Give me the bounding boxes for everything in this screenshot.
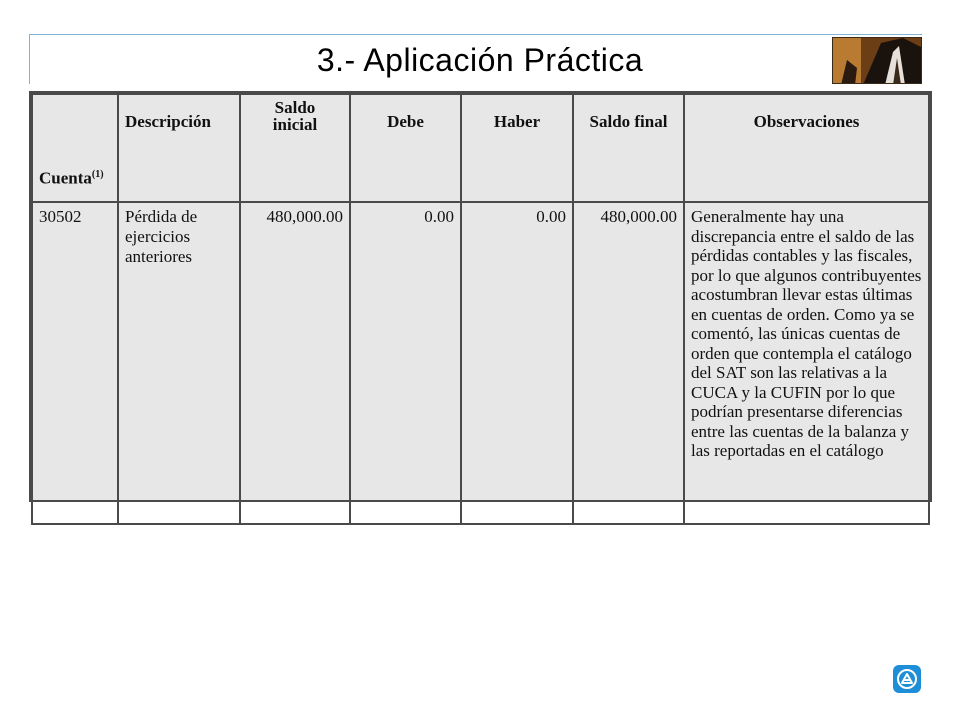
table-header-row [32,94,929,202]
header-debe: Debe [350,94,461,202]
cell-debe: 0.00 [350,202,461,524]
table-row [32,202,929,524]
cell-cuenta: 30502 [32,202,118,524]
header-observaciones: Observaciones [684,94,929,202]
header-haber: Haber [461,94,573,202]
header-saldo-final: Saldo final [573,94,684,202]
cell-observaciones: Generalmente hay una discrepancia entre el saldo de las pérdidas contables y las fiscales, por lo que algunos contribuyentes acostumbran llevar estas últimas en cuentas de orden. Como ya se comentó, las únicas cuentas de orden que contempla el catálogo del SAT son las relativas a la CUCA y la CUFIN por lo que podrían presentarse diferencias entre las cuentas de la balanza y las reportadas en el catálogo [684,202,929,524]
footnote-marker: (1) [91,169,104,181]
header-cuenta: Cuenta$^{(1)}$ [32,94,118,202]
cell-saldo-inicial: 480,000.00 [240,202,350,524]
business-person-photo [832,37,922,84]
cell-descripcion: Pérdida de ejercicios anteriores [118,202,240,524]
company-logo-icon [893,665,921,693]
cell-saldo-final: 480,000.00 [573,202,684,524]
account-table [29,91,932,502]
header-descripcion: Descripción [118,94,240,202]
slide-title: 3.- Aplicación Práctica [316,42,644,78]
cell-haber: 0.00 [461,202,573,524]
header-saldo-inicial: Saldo inicial [240,94,350,202]
